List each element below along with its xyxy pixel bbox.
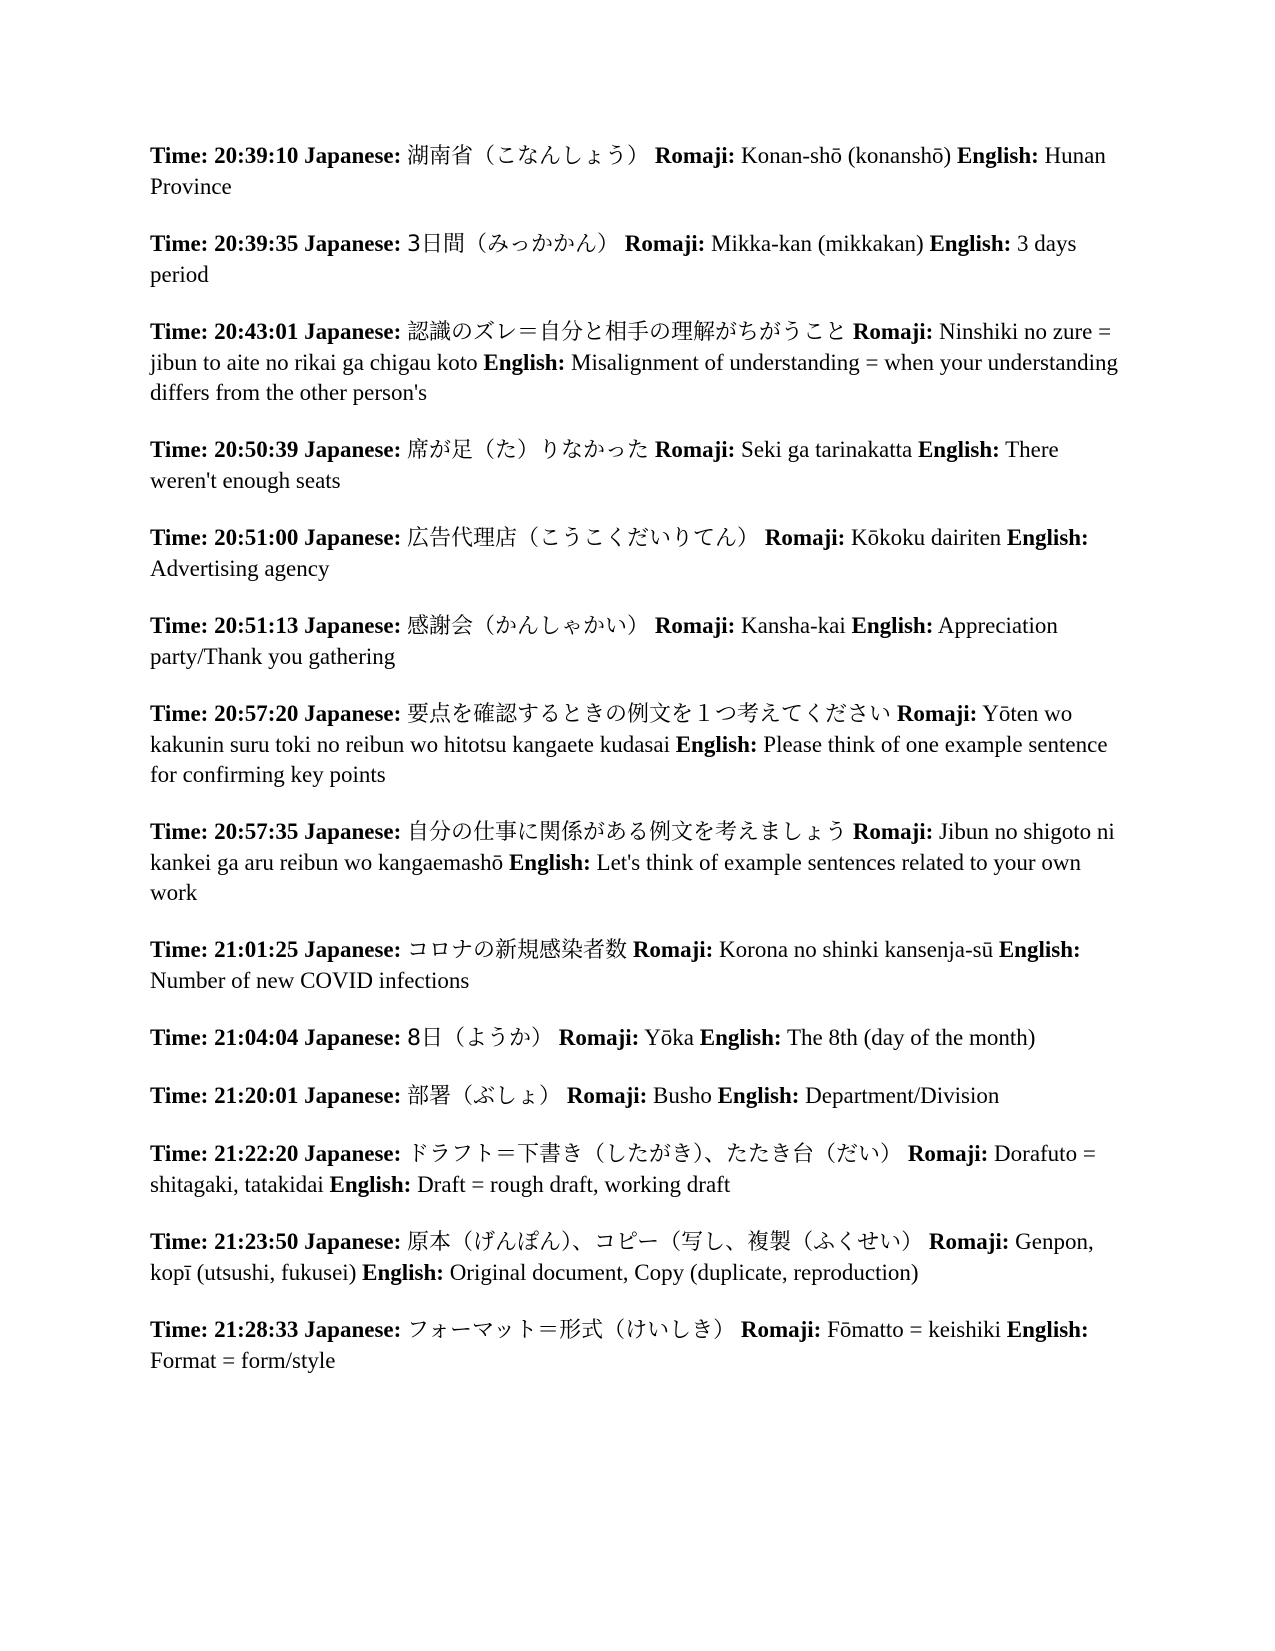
entry-time: 20:51:13 [214,613,299,638]
entry-time: 21:04:04 [214,1025,299,1050]
time-label: Time: [150,1083,209,1108]
romaji-text: Jibun no shigoto ni kankei ga aru reibun wo kangaemashō [150,819,1115,875]
japanese-label: Japanese: [304,1025,402,1050]
english-label: English: [851,613,934,638]
glossary-entry [150,817,1120,908]
glossary-entry [150,435,1120,496]
english-label: English: [929,231,1012,256]
english-label: English: [362,1260,444,1285]
romaji-label: Romaji: [852,819,934,844]
english-label: English: [675,732,758,757]
english-label: English: [1006,525,1089,550]
entry-time: 20:39:35 [214,231,299,256]
entry-time: 21:20:01 [214,1083,299,1108]
english-text: The 8th (day of the month) [786,1025,1036,1050]
romaji-text: Ninshiki no zure = jibun to aite no rikai ga chigau koto [150,319,1112,375]
japanese-label: Japanese: [304,613,402,638]
romaji-label: Romaji: [852,319,934,344]
japanese-text: 部署（ぶしょ） [407,1084,562,1109]
japanese-text: 8日（ようか） [407,1026,554,1051]
romaji-text: Yōten wo kakunin suru toki no reibun wo hitotsu kangaete kudasai [150,701,1073,757]
time-label: Time: [150,525,209,550]
glossary-entry [150,1315,1120,1376]
romaji-label: Romaji: [896,701,978,726]
english-text: Format = form/style [150,1348,336,1373]
document-page [150,141,1120,1403]
english-label: English: [1006,1317,1089,1342]
time-label: Time: [150,1317,209,1342]
time-label: Time: [150,701,209,726]
japanese-text: フォーマット＝形式（けいしき） [407,1318,736,1343]
english-label: English: [717,1083,800,1108]
romaji-label: Romaji: [907,1141,989,1166]
time-label: Time: [150,143,209,168]
japanese-label: Japanese: [304,1229,402,1254]
japanese-text: 3日間（みっかかん） [407,232,620,257]
time-label: Time: [150,1229,209,1254]
glossary-entry [150,317,1120,408]
english-label: English: [699,1025,782,1050]
english-text: Misalignment of understanding = when your understanding differs from the other person's [150,350,1118,405]
entry-time: 20:57:20 [214,701,299,726]
english-text: Hunan Province [150,143,1106,199]
english-text: Department/Division [805,1083,1000,1108]
japanese-label: Japanese: [304,937,402,962]
entry-time: 21:23:50 [214,1229,299,1254]
glossary-entry [150,1081,1120,1112]
romaji-label: Romaji: [654,437,736,462]
glossary-entry [150,935,1120,996]
romaji-text: Seki ga tarinakatta [741,437,913,462]
japanese-text: 席が足（た）りなかった [407,438,650,463]
english-label: English: [998,937,1081,962]
entry-time: 20:39:10 [214,143,299,168]
japanese-label: Japanese: [304,1083,402,1108]
japanese-label: Japanese: [304,319,402,344]
romaji-text: Kansha-kai [741,613,846,638]
romaji-text: Konan-shō (konanshō) [741,143,952,168]
english-text: Please think of one example sentence for confirming key points [150,732,1108,787]
japanese-label: Japanese: [304,143,402,168]
entry-time: 20:57:35 [214,819,299,844]
japanese-label: Japanese: [304,231,402,256]
glossary-entry [150,699,1120,790]
romaji-label: Romaji: [624,231,706,256]
japanese-text: 広告代理店（こうこくだいりてん） [407,526,760,551]
time-label: Time: [150,613,209,638]
japanese-text: 湖南省（こなんしょう） [407,144,650,169]
time-label: Time: [150,1025,209,1050]
english-text: Advertising agency [150,556,330,581]
romaji-label: Romaji: [632,937,714,962]
english-label: English: [508,850,591,875]
romaji-text: Yōka [644,1025,695,1050]
english-text: Let's think of example sentences related to your own work [150,850,1081,905]
romaji-text: Fōmatto = keishiki [827,1317,1002,1342]
japanese-text: ドラフト＝下書き（したがき）、たたき台（だい） [407,1142,903,1167]
japanese-label: Japanese: [304,525,402,550]
time-label: Time: [150,1141,209,1166]
japanese-label: Japanese: [304,437,402,462]
entry-time: 20:51:00 [214,525,299,550]
japanese-text: 要点を確認するときの例文を１つ考えてください [407,702,892,727]
time-label: Time: [150,231,209,256]
romaji-text: Dorafuto = shitagaki, tatakidai [150,1141,1096,1197]
japanese-text: 原本（げんぽん）、コピー（写し、複製（ふくせい） [407,1230,924,1255]
japanese-text: 感謝会（かんしゃかい） [407,614,650,639]
glossary-entry [150,141,1120,202]
entry-time: 20:50:39 [214,437,299,462]
japanese-text: コロナの新規感染者数 [407,938,628,963]
romaji-label: Romaji: [764,525,846,550]
romaji-label: Romaji: [654,143,736,168]
glossary-entry [150,229,1120,290]
english-text: 3 days period [150,231,1077,287]
romaji-text: Kōkoku dairiten [851,525,1002,550]
glossary-entry [150,1139,1120,1200]
glossary-entry [150,1227,1120,1288]
english-label: English: [483,350,566,375]
romaji-label: Romaji: [654,613,736,638]
japanese-label: Japanese: [304,1317,402,1342]
time-label: Time: [150,819,209,844]
entry-time: 21:28:33 [214,1317,299,1342]
japanese-text: 認識のズレ＝自分と相手の理解がちがうこと [407,320,848,345]
glossary-entry [150,523,1120,584]
japanese-label: Japanese: [304,1141,402,1166]
english-text: Draft = rough draft, working draft [417,1172,731,1197]
glossary-entry [150,611,1120,672]
entry-time: 20:43:01 [214,319,299,344]
romaji-label: Romaji: [928,1229,1010,1254]
entry-time: 21:22:20 [214,1141,299,1166]
english-text: Number of new COVID infections [150,968,470,993]
english-label: English: [917,437,1000,462]
time-label: Time: [150,437,209,462]
time-label: Time: [150,937,209,962]
english-label: English: [329,1172,412,1197]
romaji-text: Busho [653,1083,712,1108]
japanese-label: Japanese: [304,819,402,844]
entry-time: 21:01:25 [214,937,299,962]
japanese-label: Japanese: [304,701,402,726]
english-text: Original document, Copy (duplicate, reproduction) [449,1260,919,1285]
romaji-text: Genpon, kopī (utsushi, fukusei) [150,1229,1094,1285]
romaji-text: Korona no shinki kansenja-sū [719,937,994,962]
romaji-label: Romaji: [558,1025,640,1050]
time-label: Time: [150,319,209,344]
japanese-text: 自分の仕事に関係がある例文を考えましょう [407,820,848,845]
romaji-label: Romaji: [740,1317,822,1342]
romaji-label: Romaji: [566,1083,648,1108]
english-text: Appreciation party/Thank you gathering [150,613,1058,669]
english-label: English: [956,143,1039,168]
glossary-entry [150,1023,1120,1054]
romaji-text: Mikka-kan (mikkakan) [711,231,924,256]
english-text: There weren't enough seats [150,437,1059,493]
